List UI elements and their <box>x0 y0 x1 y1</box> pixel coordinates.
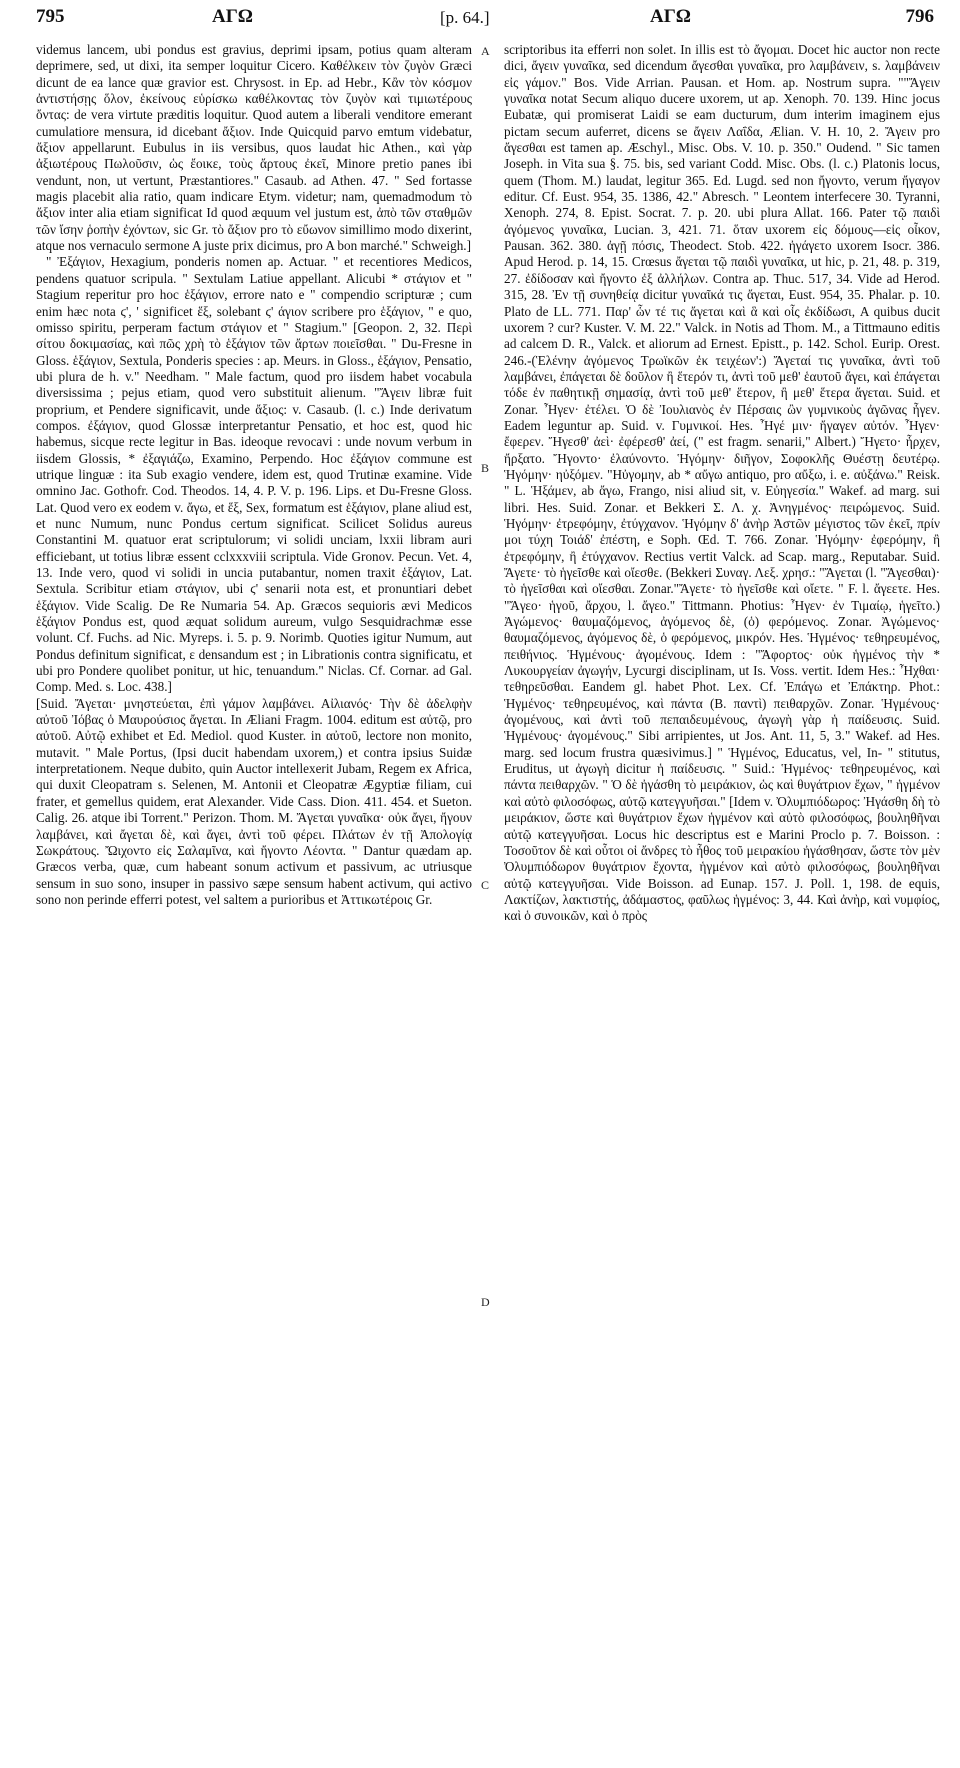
section-marker-a: A <box>481 44 490 58</box>
paragraph: [Suid. Ἄγεται· μνηστεύεται, ἐπὶ γάμον λαμβάνει. Αἰλιανός· Τὴν δὲ ἀδελφὴν αὐτοῦ Ἰόβας ὁ Μαυρούσιος ἄγεται. In Æliani Fragm. 1004. editum est αὐτῷ, pro αὐτοῦ. Αὐτῷ exhibet et Ed. Mediol. quod Kuster. in αὐτοῦ, lectore non monito, mutavit. " Male Portus, (Ipsi ducit habendam uxorem,) et contra ipsius Suidæ interpretationem. Neque dubito, quin Auctor intellexerit Jubam, Regem ex Africa, qui duxit Cleopatram s. Selenen, M. Antonii et Cleopatræ Ægyptiæ filiam, cui frater, et gemellus quidem, erat Alexander. Vide Cass. Dion. 411. 454. et Sueton. Calig. 26. atque ibi Torrent." Perizon. Thom. M. Ἄγεται γυναῖκα· οὐκ ἄγει, ἤγουν λαμβάνει, καὶ ἄγεται δὲ, καὶ ἄγει, ἀντὶ τοῦ φέρει. Πλάτων ἐν τῇ Ἀπολογίᾳ Σωκράτους. Ὤιχοντο εἰς Σαλαμῖνα, καὶ ἤγοντο Λέοντα. " Dantur quædam ap. Græcos verba, quæ, cum habeant sonum activum et passivum, ac utriusque sensum in suo sono, insuper in passivo sæpe sensum habent activum, qui activo sono non perinde efferri potest, vel saltem a purioribus et Ἀττικωτέροις Gr. <box>36 695 472 907</box>
section-marker-d: D <box>481 1295 490 1309</box>
left-column <box>36 42 472 1758</box>
paragraph: scriptoribus ita efferri non solet. In illis est τὸ ἄγομαι. Docet hic auctor non recte dici, ἄγειν γυναῖκα, sed dicendum ἄγεσθαι γυναῖκα, pro λαμβάνειν, s. λαμβάνειν εἰς γάμον." Bos. Vide Arrian. Pausan. et Hom. ap. Nostrum supra. ""Ἄγειν γυναῖκα notat Secum aliquo ducere uxorem, ut ap. Xenoph. 70. 139. Hinc jocus Eubatæ, qui promiserat Laidi se eam ducturum, dum interim imaginem ejus pictam secum auferret, dicens se ἄγειν Λαΐδα, Ælian. V. H. 10, 2. Ἄγειν pro ἄγεσθαι est tamen ap. Æschyl., Misc. Obs. V. 10. p. 350." Oudend. " Sic tamen Joseph. in Vita sua §. 75. bis, sed variant Codd. Misc. Obs. (l. c.) Platonis locus, quem (Thom. M.) laudat, legitur 365. Ed. Lugd. sed non ἤγοντο, verum ἤγαγον editur. Cf. Eust. 954, 35. 1386, 42." Abresch. " Leontem interfecere 30. Tyranni, Xenoph. 274, 8. Epist. Socrat. 7. p. 20. ubi plura Allat. 166. Pater τῷ παιδὶ ἀγόμενος γυναῖκα, Lucian. 3, 421. 71. ὅταν uxorem εἰς δόμους—εἰς οἶκον, Pausan. 362. 380. ἀγῇ πόσις, Theodect. Stob. 422. ἠγάγετο uxorem Isocr. 386. Apud Herod. p. 14, 15. Crœsus ἄγεται τῷ παιδὶ γυναῖκα, ut hic, p. 21, 48. p. 319, 27. ἐδίδοσαν καὶ ἤγοντο ἐξ ἀλλήλων. Contra ap. Thuc. 517, 34. Vide ad Herod. 315, 28. Ἐν τῇ συνηθείᾳ dicitur γυναῖκά τις ἄγεται, Eust. 954, 35. Phalar. p. 10. Plato de LL. 771. Παρ' ὧν τέ τις ἄγεται καὶ ἃ καὶ οἷς ἐκδίδωσι, A quibus ducit uxorem ? cur? Kuster. V. M. 22." Valck. in Notis ad Thom. M., a Tittmauno editis ad calcem D. R., Valck. et aliorum ad Ernest. Epistt., p. 142. Schol. Eurip. Orest. 246.-(Ἑλένην ἀγόμενος Τρωϊκῶν ἐκ τειχέων':) Ἄγεταί τις γυναῖκα, ἀντὶ τοῦ λαμβάνει, ἐπάγεται δὲ δοῦλον ἢ ἕτερόν τι, ἀντὶ τοῦ μεθ' ἑαυτοῦ ἄγει, καὶ ἐπάγεται τόδε ἐν παθητικῇ σημασίᾳ, ἀντὶ τοῦ μεθ' ἕτερον, ἢ μεθ' ἕτερα ἄγεται. Suid. et Zonar. Ἦγεν· ἐτέλει. Ὁ δὲ Ἰουλιανὸς ἐν Πέρσαις ὢν γυμνικοὺς ἀγῶνας ἦγεν. Eadem leguntur ap. Suid. v. Γυμνικοί. Hes. Ἦγέ μιν· ἤγαγεν αὐτόν. Ἦγεν· ἔφερεν. Ἤγεσθ' ἀεὶ· ἐφέρεσθ' ἀεί, (" est fragm. senarii," Albert.) Ἤγετο· ἦρχεν, ἤρξατο. Ἤγοντο· ἐλαύνοντο. Ἡγόμην· διῆγον, Σοφοκλῆς Θυέστῃ δευτέρῳ. Ἡγόμην· ηὐξόμεν. "Ηὐγομην, ab * αὔγω antiquo, pro αὔξω, i. e. αὐξάνω." Reisk. " L. Ἡξάμεν, ab ἄγω, Frango, nisi aliud sit, v. Εὐηγεσία." Wakef. ad marg. sui libri. Hes. Suid. Zonar. et Bekkeri Σ. Λ. χ. Ἀνηγμένος· πειρώμενος. Suid. Ἡγόμην· ἐτρεφόμην, ἐτύγχανον. Ἡγόμην δ' ἀνὴρ Ἀστῶν μέγιστος τῶν ἐκεῖ, πρίν μοι τύχη Τοιάδ' ἐπέστη, e Soph. Œd. T. 766. Zonar. Ἡγόμην· ἐφερόμην, ἢ ἐτρεφόμην, ἢ ἐτύγχανον. Rectius vertit Valck. ad Scap. marg., Reputabar. Suid. Ἄγετε· τὸ ἡγεῖσθε καὶ οἴεσθε. (Bekkeri Συναγ. Λεξ. χρησ.: "Ἄγεται (l. "Ἄγεσθαι)· τὸ ἡγεῖσθαι καὶ οἴεσθαι. Zonar."Ἄγετε· τὸ ἡγεῖσθε καὶ οἴετε. " F. l. ἄγεετε. Hes. "Ἄγεο· ἡγοῦ, ἄρχου, l. ἄγεο." Tittmann. Photius: Ἦγεν· ἐν Τιμαίῳ, ἡγεῖτο.) Ἀγώμενος· θαυμαζόμενος, ἀγόμενος δὲ, (ὁ) φερόμενος. Zonar. Ἀγώμενος· θαυμαζόμενος, ἀγόμενος δὲ, ὁ φερόμενος, μικρόν. Hes. Ἡγμένος· τεθηρευμένος, πειθήνιος. Ἡγμένους· ἀγομένους. Idem : "Ἄφορτος· οὐκ ἡγμένος τὴν * Λυκουργείαν ἀγωγήν, Lycurgi disciplinam, ut Is. Voss. vertit. Idem Hes.: Ἦχθαι· τεθηρεῦσθαι. Eandem gl. habet Phot. Lex. Cf. Ἐπάγω et Ἐπάκτηρ. Phot.: Ἡγμένος· τεθηρευμένος, καὶ πάντα (B. παντὶ) πειθαρχῶν. Zonar. Ἡγμένους· ἀγομένους, καὶ ἀντὶ τοῦ πεπαιδευμένους, ἀγωγὴ γὰρ ἡ παίδευσις. Suid. Ἡγμένους· ἀγομένους." Sibi arripientes, ut Jos. Ant. 11, 5, 3." Wakef. ad Hes. marg. sed locum frustra quæsivimus.] " Ἡγμένος, Educatus, vel, In- " stitutus, Eruditus, ut ἀγωγὴ dicitur ἡ παίδευσις. " Suid.: Ἡγμένος· τεθηρευμένος, καὶ πάντα πειθαρχῶν. " Ὁ δὲ ἠγάσθη τὸ μειράκιον, ὡς καὶ θυγάτριον ἔχων, " ἡγμένον καὶ αὐτὸ φιλοσόφως, αὐτῷ κατεγγυῆσαι." [Idem v. Ὀλυμπιόδωρος: Ἠγάσθη δὴ τὸ μειράκιον, ὥστε καὶ θυγάτριον ἔχων ἡγμένον καὶ αὐτὸ φιλοσόφως, βουληθῆναι αὐτῷ κατεγγυῆσαι. Locus hic descriptus est e Marini Proclo p. 7. Boisson. : Τοσοῦτον δὲ καὶ οὗτοι οἱ ἄνδρες τὸ ἦθος τοῦ μειρακίου ἠγάσθησαν, ὥστε τὸν μὲν Ὀλυμπιόδωρον θυγάτριον ἔχοντα, ἡγμένον καὶ αὐτὸ φιλοσόφως, βουληθῆναι αὐτῷ κατεγγυῆσαι. Vide Boisson. ad Eunap. 157. J. Poll. 1, 198. de equis, Λακτίζων, λακτιστής, ἀδάμαστος, φαῦλως ἡγμένος: 3, 44. Καὶ ἀνὴρ, καὶ νυμφίος, καὶ ὁ συνοικῶν, καὶ ὁ πρὸς <box>504 42 940 924</box>
page-header <box>0 0 960 40</box>
running-head-right: ΑΓΩ <box>650 6 692 27</box>
section-marker-b: B <box>481 461 490 475</box>
running-head-left: ΑΓΩ <box>212 6 254 27</box>
paragraph: videmus lancem, ubi pondus est gravius, deprimi ipsam, potius quam alteram deprimere, sed, ut dixi, ita semper loquitur Cicero. Καθέλκειν τὸν ζυγὸν Græci dicunt de ea lance quæ gravior est. Chrysost. in Ep. ad Hebr., Κἂν τὸν κόσμον ἀντιστήσῃς ὅλον, ἐκείνους εὑρίσκω καθέλκοντας τὸν ζυγὸν καὶ τιμιωτέρους ὄντας: de vera virtute præditis loquitur. Quod autem a liberali venditore emerant cumulatiore mensura, id dicebant ἄξιον. Inde Quicquid parvo emtum videbatur, ἄξιον appellarunt. Eubulus in iis versibus, quos laudat hic Athen., καὶ γὰρ ἀξιωτέρους Πωλοῦσιν, ὡς ἔοικε, τοὺς ἄρτους ἐκεῖ, Minore pretio panes ibi vendunt, non, ut vertunt, Præstantiores." Casaub. ad Athen. 47. " Sed fortasse magis placebit alia ratio, quam indicare Etym. videtur; nam, quemadmodum τὸ ἄξιον inter alia etiam significat Id quod æquum vel justum est, ἀπὸ τῶν σταθμῶν τῶν ἴσην ῥοπὴν ἐχόντων, sic Gr. τὸ ἄξιον pro τὸ εὔωνον simillimo modo dixerint, atque nos vernaculo sermone A juste prix dicimus, pro A bon marché." Schweigh.] <box>36 42 472 254</box>
page-number-left: 795 <box>36 6 65 27</box>
right-column <box>504 42 940 1758</box>
paragraph: " Ἐξάγιον, Hexagium, ponderis nomen ap. Actuar. " et recentiores Medicos, pendens quatuor scripula. " Sextulam Latiue appellant. Alicubi * στάγιον et " Stagium reperitur pro hoc ἑξάγιον, errore nato e " compendio scripturæ ; cum enim hæc nota ϛ', ' significet ἕξ, solebant ϛ' άγιον scribere pro ἑξάγιον, " e quo, omisso spiritu, perperam factum στάγιον et " Stagium." [Geopon. 2, 32. Περὶ σίτου δοκιμασίας, καὶ πῶς χρὴ τὸ ἑξάγιον τῶν ἄρτων ποιεῖσθαι. " Du-Fresne in Gloss. ἑξάγιον, Sextula, Ponderis species : ap. Meurs. in Gloss., ἑξάγιον, Pensatio, ubi plura de h. v." Needham. " Male factum, quod pro iisdem habet vocabula diversissima ; pejus etiam, quod vero substituit alienum. "Ἄγειν libræ fuit proprium, et Pendere significavit, unde ἄξιος: v. Casaub. (l. c.) Inde derivatum compos. ἐξάγιον, quod Glossæ interpretantur Pensatio, et hoc est, quod hic habemus, sicque recte legitur in Bas. ideoque revocavi : unde novum verbum in iisdem Glossis, * ἐξαγιάζω, Examino, Perpendo. Hoc ἐξάγιον commune est utrique linguæ : ita Sub exagio vendere, idem est, quod Trutinæ examine. Vide omnino Jac. Gothofr. Cod. Theodos. 14, 4. P. V. p. 196. Lips. et Du-Fresne Gloss. Lat. Quod vero ex eodem v. ἄγω, et ἕξ, Sex, formatum est ἑξάγιον, plane aliud est, et nunc Numum, nunc Pondus certum significat. Scilicet Solidus aureus Constantini M. quatuor erat scriptulorum; vi solidi unciam, lxxii libram auri efficiebant, ut totius libræ essent cclxxxviii scriptula. Vide Gronov. Pecun. Vet. 4, 13. Inde vero, quod vi solidi in uncia putabantur, nomen traxit ἑξάγιον, Lat. Sextula. Scribitur etiam στάγιον, ubi ϛ' senarii nota est, et pronuntiari debet ἑξάγιον. Vide Scalig. De Re Numaria 54. Ap. Græcos sequioris ævi Medicos ἑξάγιον Pondus est, quod æquat solidum aureum, vulgo Sesquidrachmæ esse volunt. Cf. Fuchs. ad Nic. Myreps. i. 5. p. 9. Norimb. Quoties igitur Numum, aut Pondus definitum significat, ε densandum est ; in Librationis contra significatu, et ubi pro Pondere quolibet ponitur, ut hic, tenuandum." Niclas. Cf. Cornar. ad Gal. Comp. Med. s. Loc. 438.] <box>36 254 472 695</box>
section-marker-c: C <box>481 878 490 892</box>
page-number-right: 796 <box>905 6 934 27</box>
page-reference: [p. 64.] <box>440 8 490 27</box>
